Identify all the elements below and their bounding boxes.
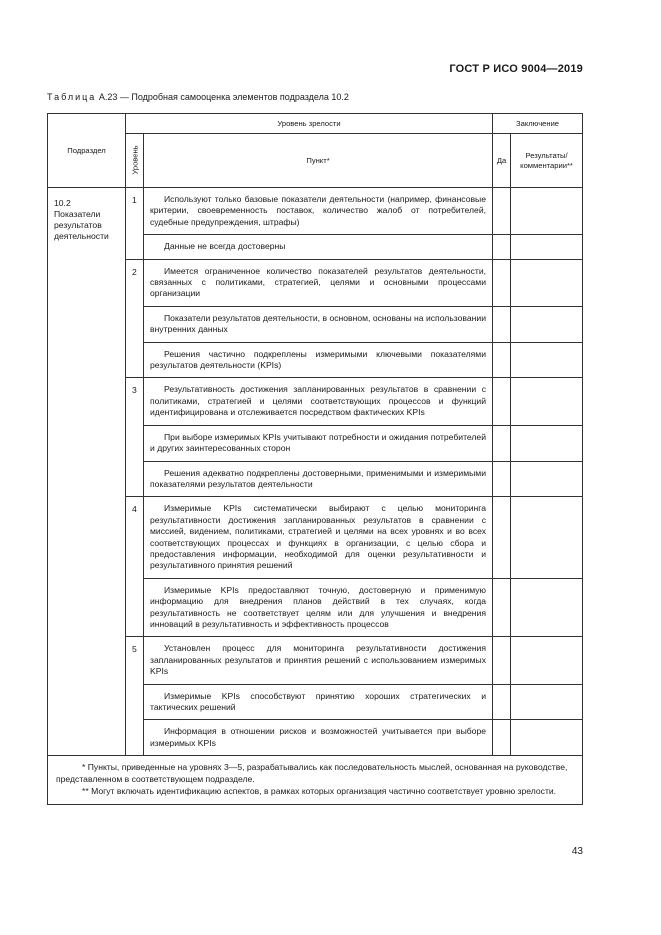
table-row-item: Данные не всегда достоверны (144, 235, 493, 259)
results-cell[interactable] (511, 425, 583, 461)
results-cell[interactable] (511, 259, 583, 306)
table-row-item: Решения адекватно подкреплены достоверными, применимыми и измеримыми показателями результатов деятельности (144, 461, 493, 497)
header-results: Результаты/ комментарии** (511, 134, 583, 188)
level-number: 3 (126, 378, 144, 497)
yes-cell[interactable] (493, 235, 511, 259)
yes-cell[interactable] (493, 425, 511, 461)
results-cell[interactable] (511, 684, 583, 720)
table-row-item: Решения частично подкреплены измеримыми ключевыми показателями результатов деятельности (KPIs) (144, 342, 493, 378)
self-assessment-table (47, 113, 583, 805)
table-row-item: Показатели результатов деятельности, в основном, основаны на использовании внутренних данных (144, 306, 493, 342)
yes-cell[interactable] (493, 637, 511, 684)
level-number: 5 (126, 637, 144, 756)
yes-cell[interactable] (493, 259, 511, 306)
level-number: 1 (126, 188, 144, 260)
results-cell[interactable] (511, 497, 583, 578)
table-row-item: Измеримые KPIs предоставляют точную, достоверную и применимую информацию для внедрения планов действий в тех случаях, когда результативность не соответствует целям или для улучшения и внедрения инноваций в результативность и эффективность процессов (144, 578, 493, 637)
results-cell[interactable] (511, 720, 583, 756)
footnote-2: ** Могут включать идентификацию аспектов, в рамках которых организация частично соответствует уровню зрелости. (82, 785, 557, 796)
yes-cell[interactable] (493, 461, 511, 497)
table-row-item: При выборе измеримых KPIs учитывают потребности и ожидания потребителей и других заинтересованных сторон (144, 425, 493, 461)
caption-number: А.23 (98, 92, 118, 102)
results-cell[interactable] (511, 578, 583, 637)
results-cell[interactable] (511, 188, 583, 235)
header-yes: Да (493, 134, 511, 188)
results-cell[interactable] (511, 637, 583, 684)
table-row-item: Измеримые KPIs систематически выбирают с целью мониторинга результативности достижения запланированных результатов в сравнении с миссией, видением, политиками, стратегией и целями на всех уровнях и во всех соответствующих процессах и функциях в организации, с целью сбора и предоставления информации, необходимой для оценки результативности и результативного принятия решений (144, 497, 493, 578)
header-conclusion: Заключение (493, 114, 583, 134)
yes-cell[interactable] (493, 306, 511, 342)
subsection-cell: 10.2 Показатели результатов деятельности (48, 188, 126, 756)
level-number: 2 (126, 259, 144, 378)
table-row-item: Используют только базовые показатели деятельности (например, финансовые критерии, своевременность поставок, количество жалоб от потребителей, судебные предупреждения, штрафы) (144, 188, 493, 235)
header-level (126, 134, 144, 188)
table-caption (47, 92, 349, 102)
table-row-item: Измеримые KPIs способствуют принятию хороших стратегических и тактических решений (144, 684, 493, 720)
table-row-item: Установлен процесс для мониторинга результативности достижения запланированных результатов и принятия решений с использованием измеримых KPIs (144, 637, 493, 684)
yes-cell[interactable] (493, 720, 511, 756)
results-cell[interactable] (511, 461, 583, 497)
yes-cell[interactable] (493, 497, 511, 578)
table-footnotes (48, 756, 583, 804)
results-cell[interactable] (511, 378, 583, 425)
results-cell[interactable] (511, 235, 583, 259)
level-number: 4 (126, 497, 144, 637)
table-row-item: Информация в отношении рисков и возможностей учитывается при выборе измеримых KPIs (144, 720, 493, 756)
header-item: Пункт* (144, 134, 493, 188)
yes-cell[interactable] (493, 684, 511, 720)
page-number: 43 (571, 846, 583, 857)
header-subsection: Подраздел (48, 114, 126, 188)
yes-cell[interactable] (493, 378, 511, 425)
results-cell[interactable] (511, 306, 583, 342)
yes-cell[interactable] (493, 578, 511, 637)
caption-label: Таблица (47, 92, 97, 102)
results-cell[interactable] (511, 342, 583, 378)
table-row-item: Результативность достижения запланированных результатов в сравнении с политиками, стратегией и целями соответствующих процессов и функций идентифицирована и отслеживается посредством фактических KPIs (144, 378, 493, 425)
header-level-text: Уровень (129, 145, 139, 175)
header-maturity-level: Уровень зрелости (126, 114, 493, 134)
yes-cell[interactable] (493, 342, 511, 378)
caption-text: — Подробная самооценка элементов подраздела 10.2 (119, 92, 349, 102)
document-code: ГОСТ Р ИСО 9004—2019 (449, 63, 583, 75)
table-row-item: Имеется ограниченное количество показателей результатов деятельности, связанных с политиками, стратегией, целями и основными процессами организации (144, 259, 493, 306)
footnote-1: * Пункты, приведенные на уровнях 3—5, разрабатывались как последовательность мыслей, основанная на руководстве, представленном в соответствующем подразделе. (56, 762, 568, 785)
yes-cell[interactable] (493, 188, 511, 235)
